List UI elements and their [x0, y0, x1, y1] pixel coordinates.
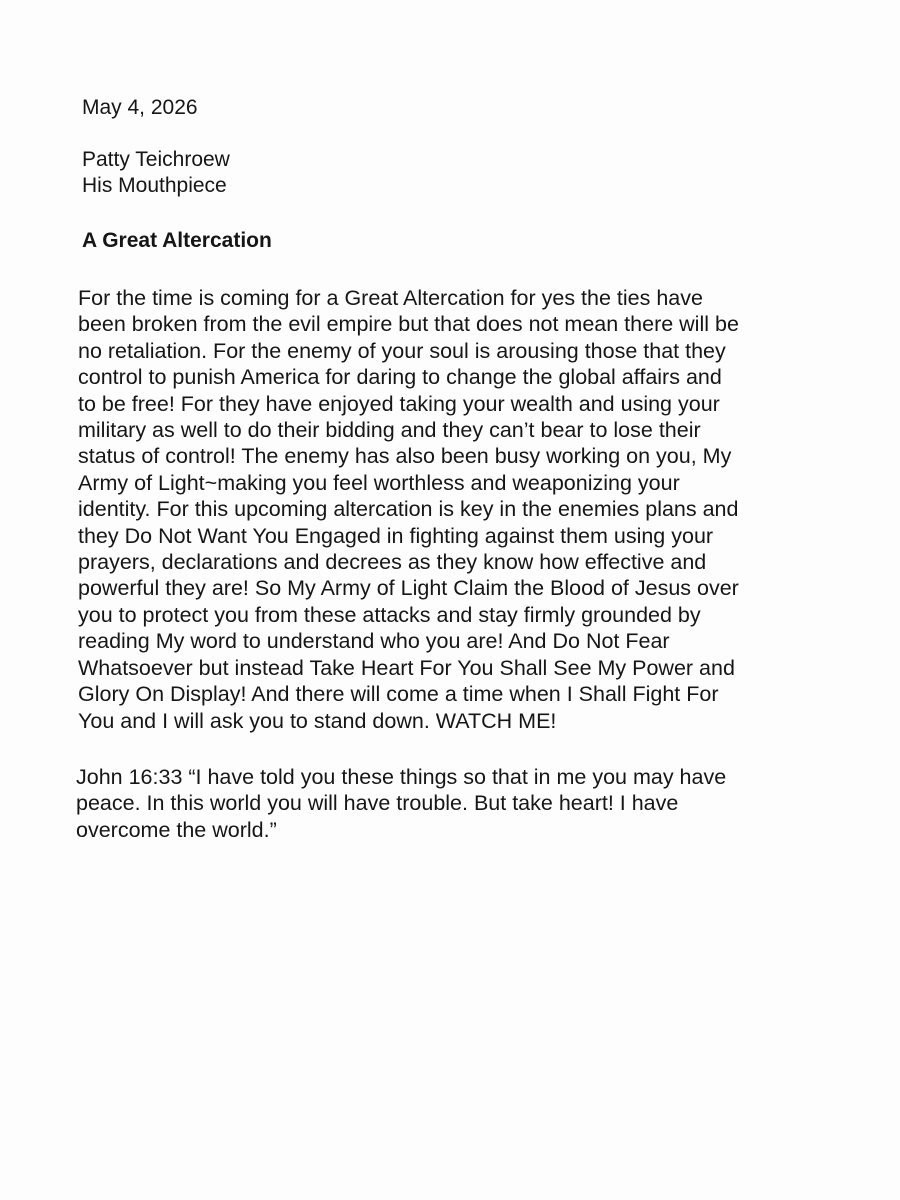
body-line: identity. For this upcoming altercation is key in the enemies plans and [78, 497, 739, 522]
body-line: status of control! The enemy has also been busy working on you, My [78, 444, 732, 469]
body-line: You and I will ask you to stand down. WATCH ME! [78, 708, 557, 733]
sender-name: Patty Teichroew [82, 148, 230, 171]
body-line: reading My word to understand who you are! And Do Not Fear [78, 629, 670, 654]
sender-title: His Mouthpiece [82, 174, 227, 197]
body-line: Army of Light~making you feel worthless and weaponizing your [78, 470, 680, 495]
body-line: Glory On Display! And there will come a time when I Shall Fight For [78, 682, 719, 707]
body-line: For the time is coming for a Great Altercation for yes the ties have [78, 286, 703, 310]
body-line: Whatsoever but instead Take Heart For You Shall See My Power and [78, 655, 735, 680]
body-line: to be free! For they have enjoyed taking your wealth and using your [78, 391, 720, 416]
scripture-line: peace. In this world you will have trouble. But take heart! I have [76, 791, 679, 816]
body-line: prayers, declarations and decrees as they know how effective and [78, 550, 707, 575]
scripture-quote [76, 764, 856, 843]
body-line: control to punish America for daring to change the global affairs and [78, 365, 722, 390]
scripture-line: overcome the world.” [76, 817, 277, 842]
scripture-line: John 16:33 “I have told you these things so that in me you may have [76, 765, 727, 789]
body-line: no retaliation. For the enemy of your soul is arousing those that they [78, 338, 726, 363]
body-line: been broken from the evil empire but that does not mean there will be [78, 312, 739, 337]
body-line: they Do Not Want You Engaged in fighting against them using your [78, 523, 714, 548]
body-line: military as well to do their bidding and they can’t bear to lose their [78, 418, 701, 443]
letter-title: A Great Altercation [82, 229, 272, 252]
body-line: you to protect you from these attacks and stay firmly grounded by [78, 602, 701, 627]
letter-date: May 4, 2026 [82, 96, 198, 119]
body-line: powerful they are! So My Army of Light Claim the Blood of Jesus over [78, 576, 739, 601]
letter-body [78, 285, 858, 734]
sender-block [82, 147, 230, 199]
